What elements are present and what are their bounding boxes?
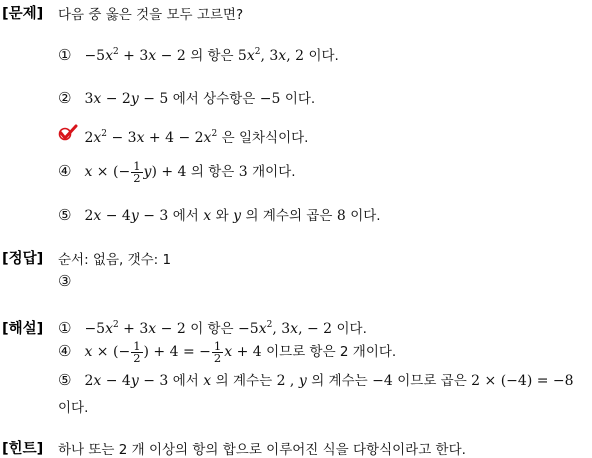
answer-label: [정답] bbox=[2, 251, 44, 267]
choice-2[interactable] bbox=[58, 87, 315, 107]
explanation-4-tail: 이므로 항은 2 개이다. bbox=[266, 344, 397, 360]
choice-5[interactable] bbox=[58, 204, 381, 224]
explanation-4: ④ x × (− $\frac{1}{2}$ ) + 4 = − $\frac{1}{2}$ x + 4 이므로 항은 2 개이다. bbox=[58, 338, 397, 365]
answer-choice: ③ bbox=[58, 272, 72, 290]
choice-2-marker: ② bbox=[58, 89, 72, 107]
choice-4-text: x × (− $\frac{1}{2}$ y) + 4 의 항은 3 개이다. bbox=[84, 158, 296, 185]
explanation-5: ⑤ 2x − 4y − 3 에서 x 의 계수는 2 , y 의 계수는 −4 이므로 곱은 2 × (−4) = −8 bbox=[58, 371, 574, 389]
choice-3-text: $2x^2 - 3x + 4 - 2x^2$ 은 일차식이다. bbox=[84, 129, 309, 146]
choice-5-marker: ⑤ bbox=[58, 206, 72, 224]
explanation-1-marker: ① bbox=[58, 319, 72, 337]
choice-1-marker: ① bbox=[58, 46, 72, 64]
choice-4[interactable] bbox=[58, 160, 296, 184]
explanation-label: [해설] bbox=[2, 321, 44, 337]
choice-2-text: 3x − 2y − 5 에서 상수항은 −5 이다. bbox=[84, 91, 316, 107]
explanation-5-marker: ⑤ bbox=[58, 371, 72, 389]
problem-label: [문제] bbox=[2, 6, 44, 22]
choice-1-text: $-5x^2 + 3x - 2$ 의 항은 $5x^2$, 3x, 2 이다. bbox=[84, 47, 339, 64]
explanation-4-marker: ④ bbox=[58, 342, 72, 360]
hint-text: 하나 또는 2 개 이상의 항의 합으로 이루어진 식을 다항식이라고 한다. bbox=[58, 442, 466, 458]
red-checkmark-icon bbox=[58, 124, 80, 146]
answer-summary: 순서: 없음, 갯수: 1 bbox=[58, 252, 172, 268]
question-text: 다음 중 옳은 것을 모두 고르면? bbox=[58, 7, 244, 23]
explanation-5-continued: 이다. bbox=[58, 400, 89, 416]
explanation-1: ① $-5x^2 + 3x - 2$ 이 항은 $-5x^2$, 3x, − 2 이다. bbox=[58, 319, 367, 337]
choice-4-marker: ④ bbox=[58, 162, 72, 180]
choice-1[interactable] bbox=[58, 44, 339, 64]
choice-3[interactable] bbox=[58, 124, 308, 146]
hint-label: [힌트] bbox=[2, 441, 44, 457]
choice-5-text: 2x − 4y − 3 에서 x 와 y 의 계수의 곱은 8 이다. bbox=[84, 208, 381, 224]
